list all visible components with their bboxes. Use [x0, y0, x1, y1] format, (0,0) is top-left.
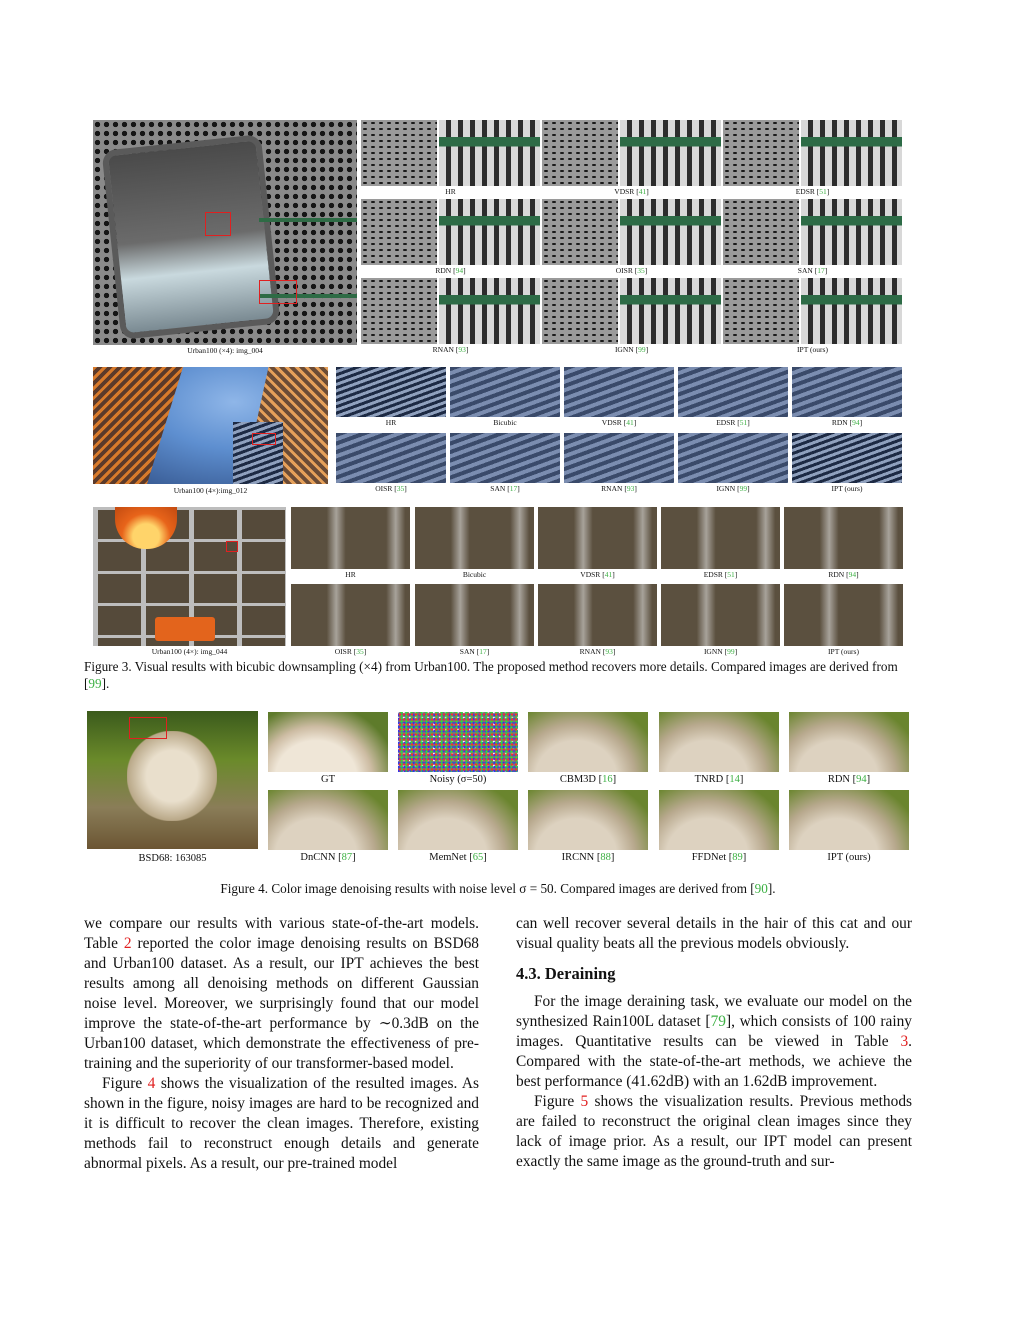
crop-result	[678, 433, 788, 483]
method-label: VDSR [41]	[614, 187, 649, 196]
crop-zoom-a	[542, 278, 618, 344]
figure4-caption: Figure 4. Color image denoising results with noise level σ = 50. Compared images are derived from [90].	[220, 881, 776, 896]
citation-link[interactable]: 35	[396, 484, 405, 493]
method-label: IRCNN [88]	[561, 852, 615, 863]
crop-zoom-a	[361, 199, 437, 265]
method-name: OISR	[615, 266, 633, 275]
citation-link[interactable]: 17	[509, 484, 518, 493]
method-label: RDN [94]	[831, 418, 863, 427]
method-name: VDSR	[614, 187, 635, 196]
crop-zoom-b	[620, 120, 721, 186]
crop-result	[291, 507, 410, 569]
citation-link[interactable]: 51	[739, 418, 748, 427]
citation-link[interactable]: 87	[341, 852, 353, 863]
method-label	[723, 345, 902, 354]
method-name: VDSR	[580, 570, 601, 579]
crop-result	[792, 433, 902, 483]
crop-zoom-b	[801, 120, 902, 186]
citation-link[interactable]: 99	[638, 345, 646, 354]
method-label: RDN [94]	[828, 570, 859, 579]
method-label: IGNN [99]	[614, 345, 649, 354]
crop-result	[336, 367, 446, 417]
citation-link[interactable]: 35	[637, 266, 645, 275]
method-label: SAN [17]	[490, 484, 520, 493]
method-name: GT	[321, 774, 335, 785]
citation-link[interactable]: 17	[479, 647, 487, 656]
method-name: RDN	[435, 266, 452, 275]
method-name: HR	[445, 187, 456, 196]
crop-result	[528, 712, 648, 772]
method-name: SAN	[490, 484, 506, 493]
method-name: RNAN	[432, 345, 454, 354]
citation-link[interactable]: 94	[455, 266, 464, 275]
crop-zoom-b	[620, 199, 721, 265]
zoom-box	[252, 433, 276, 445]
method-label	[792, 484, 902, 493]
citation-link[interactable]: 94	[856, 774, 867, 785]
citation-link[interactable]: 79	[710, 1013, 726, 1030]
left-paragraph-1: we compare our results with various state-of-the-art models. Table 2 reported the color image denoising results on BSD68 and Urban100 dataset. As a result, our IPT achieves the best results among all denoising methods on different Gaussian noise level. Moreover, we surprisingly found that our model improve the state-of-the-art performance by ∼0.3dB on the Urban100 dataset, which demonstrate the effectiveness of pre-training and the superiority of our transformer-based model.	[84, 915, 480, 1072]
fig4-main-image	[87, 711, 258, 849]
method-label: SAN [17]	[459, 647, 490, 656]
method-name: EDSR	[703, 570, 723, 579]
crop-result	[415, 584, 534, 646]
table-ref[interactable]: 3	[900, 1033, 909, 1050]
method-label: EDSR [51]	[716, 418, 750, 427]
citation-link[interactable]: 14	[729, 774, 740, 785]
method-label: OISR [35]	[375, 484, 407, 493]
right-column	[516, 914, 912, 1172]
citation-link[interactable]: 51	[727, 570, 735, 579]
crop-zoom-a	[723, 199, 799, 265]
method-name: Bicubic	[462, 570, 487, 579]
crop-result	[450, 367, 560, 417]
method-label	[361, 187, 540, 196]
crop-zoom-b	[439, 199, 540, 265]
method-label: FFDNet [89]	[691, 852, 747, 863]
method-label: CBM3D [16]	[559, 774, 617, 785]
crop-zoom-b	[801, 199, 902, 265]
left-column	[84, 914, 479, 1174]
crop-result	[336, 433, 446, 483]
method-name: IGNN	[614, 345, 634, 354]
citation-link[interactable]: 93	[458, 345, 466, 354]
method-name: OISR	[334, 647, 352, 656]
method-label: SAN [17]	[797, 266, 828, 275]
method-label: RNAN [93]	[601, 484, 637, 493]
crop-zoom-b	[439, 278, 540, 344]
crop-zoom-a	[361, 120, 437, 186]
method-name: SAN	[459, 647, 475, 656]
zoom-box	[259, 280, 297, 304]
bird	[127, 731, 217, 821]
right-paragraph-1: can well recover several details in the hair of this cat and our visual quality beats all the previous models obviously.	[516, 915, 912, 952]
left-paragraph-2: Figure 4 shows the visualization of the resulted images. As shown in the figure, noisy images are hard to be recognized and it is difficult to recover the clean images. Therefore, existing methods fail to reconstruct enough details and generate abnormal pixels. As a result, our pre-trained model	[84, 1075, 479, 1172]
crop-zoom-b	[801, 278, 902, 344]
figure-ref[interactable]: 5	[580, 1093, 589, 1110]
building-center	[233, 422, 283, 484]
crop-result	[784, 584, 903, 646]
crop-result	[538, 584, 657, 646]
method-label: OISR [35]	[615, 266, 648, 275]
fig3-row1-main-caption: Urban100 (×4): img_004	[187, 346, 263, 355]
citation-link[interactable]: 41	[604, 570, 613, 579]
method-name: RDN	[828, 570, 845, 579]
crop-zoom-b	[620, 278, 721, 344]
mirror-image	[102, 134, 281, 340]
crop-zoom-a	[723, 278, 799, 344]
crop-result	[398, 790, 518, 850]
citation-link[interactable]: 41	[626, 418, 634, 427]
method-label: EDSR [51]	[703, 570, 738, 579]
citation-link[interactable]: 51	[819, 187, 827, 196]
method-label	[398, 774, 518, 785]
method-name: TNRD	[694, 774, 724, 785]
citation-link[interactable]: 41	[638, 187, 647, 196]
method-name: RNAN	[601, 484, 623, 493]
crop-result	[268, 790, 388, 850]
citation-link[interactable]: 88	[600, 852, 611, 863]
crop-result	[538, 507, 657, 569]
crop-result	[659, 790, 779, 850]
citation-link[interactable]: 99	[739, 484, 748, 493]
table-ref[interactable]: 2	[123, 935, 132, 952]
section-heading: 4.3. Deraining	[516, 964, 616, 983]
crop-zoom-b	[439, 120, 540, 186]
figure3-caption: Figure 3. Visual results with bicubic downsampling (×4) from Urban100. The proposed method recovers more details. Compared images are derived from [99].	[84, 659, 898, 691]
method-name: IPT (ours)	[831, 484, 863, 493]
method-name: IPT (ours)	[828, 647, 859, 656]
method-name: SAN	[797, 266, 813, 275]
method-name: HR	[345, 570, 356, 579]
crop-result	[792, 367, 902, 417]
right-paragraph-2: For the image deraining task, we evaluate our model on the synthesized Rain100L dataset [79], which consists of 100 rainy images. Quantitative results can be viewed in Table 3. Compared with the state-of-the-art methods, we achieve the best performance (41.62dB) with an 1.62dB improvement.	[516, 993, 912, 1090]
method-name: CBM3D	[559, 774, 597, 785]
method-label: TNRD [14]	[694, 774, 744, 785]
method-label	[450, 418, 560, 427]
fig3-row3-main-caption: Urban100 (4×): img_044	[151, 647, 228, 656]
method-name: RNAN	[579, 647, 601, 656]
citation-link[interactable]: 35	[356, 647, 364, 656]
method-label	[415, 570, 534, 579]
fig3-row2-main-image	[93, 367, 328, 484]
method-name: DnCNN	[300, 852, 336, 863]
method-name: RDN	[831, 418, 848, 427]
crop-result	[661, 584, 780, 646]
method-name: IRCNN	[561, 852, 595, 863]
figure-ref[interactable]: 4	[147, 1075, 156, 1092]
method-label: EDSR [51]	[795, 187, 830, 196]
method-name: HR	[385, 418, 397, 427]
crop-result	[268, 712, 388, 772]
fig4-main-caption: BSD68: 163085	[138, 853, 207, 864]
green-stripe	[259, 218, 357, 222]
fig3-row2-main-caption: Urban100 (4×):img_012	[173, 486, 248, 495]
crop-result	[398, 712, 518, 772]
citation-link[interactable]: 65	[472, 852, 484, 863]
method-label	[336, 418, 446, 427]
crop-result	[564, 433, 674, 483]
citation-link[interactable]: 99	[727, 647, 735, 656]
method-label: VDSR [41]	[580, 570, 615, 579]
method-label: MemNet [65]	[429, 852, 487, 863]
method-label: RDN [94]	[827, 774, 871, 785]
crop-result	[661, 507, 780, 569]
crop-zoom-a	[361, 278, 437, 344]
method-name: IGNN	[703, 647, 723, 656]
method-name: IPT (ours)	[827, 852, 871, 863]
method-label	[268, 774, 388, 785]
method-label: OISR [35]	[334, 647, 367, 656]
crop-result	[789, 712, 909, 772]
crop-zoom-a	[542, 120, 618, 186]
method-name: VDSR	[601, 418, 622, 427]
method-label	[784, 647, 903, 656]
citation-link[interactable]: 17	[817, 266, 825, 275]
crop-result	[789, 790, 909, 850]
method-name: OISR	[375, 484, 393, 493]
method-label: DnCNN [87]	[300, 852, 356, 863]
crop-result	[415, 507, 534, 569]
fig3-row1-main-image	[93, 120, 357, 345]
crop-result	[291, 584, 410, 646]
crop-result	[528, 790, 648, 850]
method-label: RNAN [93]	[579, 647, 616, 656]
zoom-box	[226, 541, 238, 552]
method-label: IGNN [99]	[716, 484, 750, 493]
method-name: MemNet	[429, 852, 467, 863]
crop-zoom-a	[542, 199, 618, 265]
crop-result	[659, 712, 779, 772]
citation-link[interactable]: 94	[848, 570, 857, 579]
lamp	[155, 617, 215, 641]
method-name: EDSR	[716, 418, 736, 427]
method-label	[291, 570, 410, 579]
crop-result	[678, 367, 788, 417]
method-name: IGNN	[716, 484, 736, 493]
crop-result	[784, 507, 903, 569]
lamp	[115, 507, 177, 549]
method-label: RNAN [93]	[432, 345, 469, 354]
method-name: RDN	[827, 774, 851, 785]
method-label	[789, 852, 909, 863]
method-name: Noisy (σ=50)	[429, 774, 487, 785]
method-name: Bicubic	[493, 418, 517, 427]
method-name: IPT (ours)	[797, 345, 828, 354]
citation-link[interactable]: 16	[602, 774, 613, 785]
method-label: VDSR [41]	[601, 418, 637, 427]
right-paragraph-3: Figure 5 shows the visualization results. Previous methods are failed to reconstruct the original clean images since they lack of image prior. As a result, our IPT model can present exactly the same image as the ground-truth and sur-	[516, 1093, 913, 1170]
crop-zoom-a	[723, 120, 799, 186]
citation-link[interactable]: 93	[626, 484, 635, 493]
method-label: RDN [94]	[435, 266, 466, 275]
citation-link[interactable]: 94	[852, 418, 860, 427]
fig3-row3-main-image	[93, 507, 286, 646]
citation-link[interactable]: 93	[605, 647, 613, 656]
building-left	[93, 367, 183, 484]
zoom-box	[205, 212, 231, 236]
citation-link[interactable]: 89	[732, 852, 743, 863]
method-name: EDSR	[795, 187, 815, 196]
method-name: FFDNet	[691, 852, 727, 863]
method-label: IGNN [99]	[703, 647, 738, 656]
crop-result	[450, 433, 560, 483]
zoom-box	[129, 717, 167, 739]
crop-result	[564, 367, 674, 417]
